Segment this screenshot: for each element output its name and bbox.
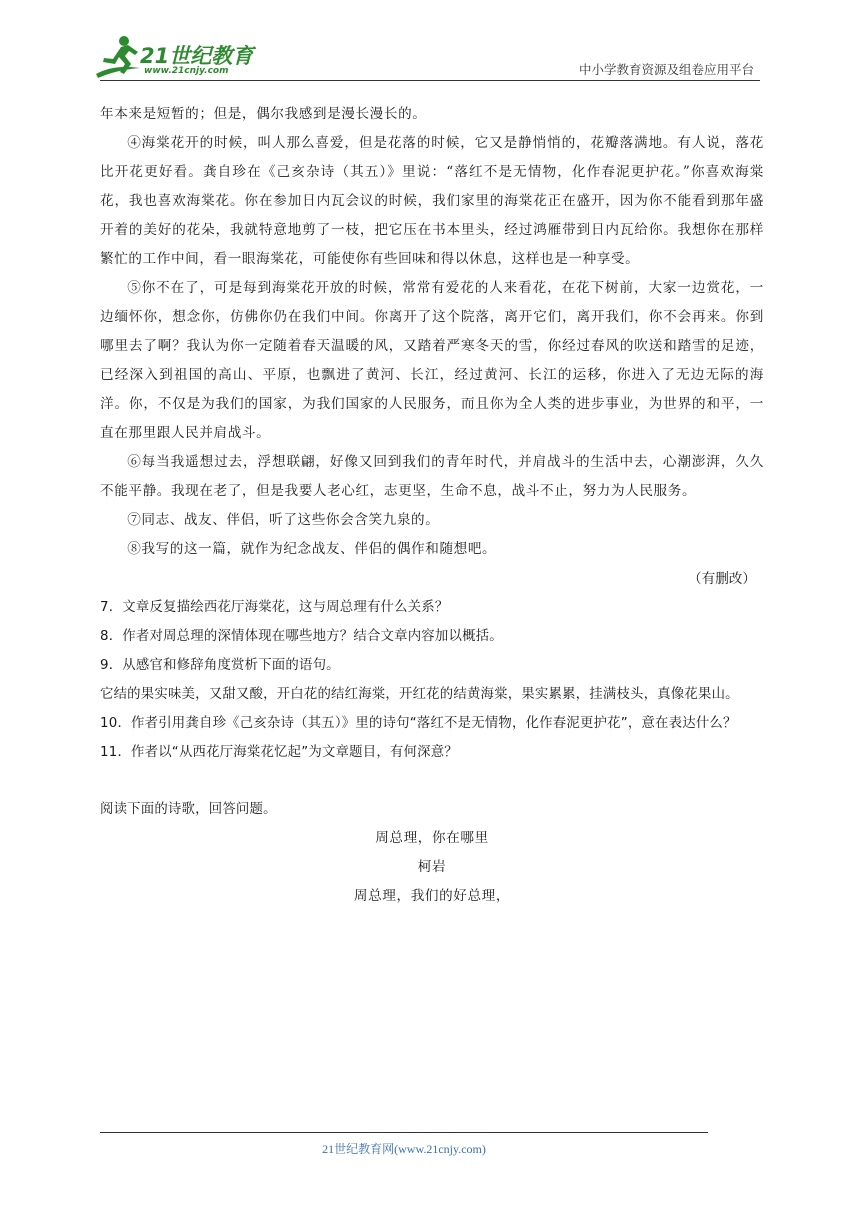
poem-line-1: 周总理，我们的好总理， bbox=[353, 888, 511, 904]
paragraph-5: ⑤你不在了，可是每到海棠花开放的时候，常常有爱花的人来看花，在花下树前，大家一边赏花，一边缅怀你，想念你，仿佛你仍在我们中间。你离开了这个院落，离开它们，离开我们，你不会再来。你到哪里去了啊？我认为你一定随着春天温暖的风，又踏着严寒冬天的雪，你经过春风的吹送和踏雪的足迹，已经深入到祖国的高山、平原，也飘进了黄河、长江，经过黄河、长江的运移，你进入了无边无际的海洋。你，不仅是为我们的国家，为我们国家的人民服务，而且你为全人类的进步事业，为世界的和平，一直在那里跟人民并肩战斗。 bbox=[100, 280, 764, 441]
paragraph-8: ⑧我写的这一篇，就作为纪念战友、伴侣的偶作和随想吧。 bbox=[127, 541, 497, 557]
header-divider bbox=[100, 80, 760, 81]
question-11: 11．作者以“从西花厅海棠花忆起”为文章题目，有何深意？ bbox=[100, 745, 458, 760]
runner-icon bbox=[94, 34, 142, 80]
logo-url: www.21cnjy.com bbox=[144, 66, 229, 76]
question-7: 7．文章反复描绘西花厅海棠花，这与周总理有什么关系？ bbox=[100, 600, 449, 615]
site-logo[interactable] bbox=[94, 34, 269, 84]
question-9: 9．从感官和修辞角度赏析下面的语句。 bbox=[100, 658, 340, 673]
question-10: 10．作者引用龚自珍《己亥杂诗（其五）》里的诗句“落红不是无情物，化作春泥更护花”，意在表达什么？ bbox=[100, 716, 737, 731]
question-8: 8．作者对周总理的深情体现在哪些地方？结合文章内容加以概括。 bbox=[100, 629, 503, 644]
footer-divider bbox=[100, 1132, 708, 1133]
paragraph-7: ⑦同志、战友、伴侣，听了这些你会含笑九泉的。 bbox=[127, 512, 440, 528]
section-gap bbox=[100, 767, 764, 795]
platform-title: 中小学教育资源及组卷应用平台 bbox=[578, 62, 754, 77]
paragraph-6: ⑥每当我遥想过去，浮想联翩，好像又回到我们的青年时代，并肩战斗的生活中去，心潮澎湃，久久不能平静。我现在老了，但是我要人老心红，志更坚，生命不息，战斗不止，努力为人民服务。 bbox=[100, 454, 764, 499]
poem-title: 周总理，你在哪里 bbox=[375, 830, 489, 846]
footer-link[interactable]: 21世纪教育网(www.21cnjy.com) bbox=[322, 1142, 486, 1156]
page-header bbox=[0, 0, 860, 90]
paragraph-continued: 年本来是短暂的；但是，偶尔我感到是漫长漫长的。 bbox=[100, 106, 427, 122]
document-body bbox=[100, 100, 764, 911]
logo-text: 21世纪教育 bbox=[140, 44, 254, 68]
question-9-quote: 它结的果实味美，又甜又酸，开白花的结红海棠，开红花的结黄海棠，果实累累，挂满枝头，真像花果山。 bbox=[100, 687, 739, 702]
poem-instruction: 阅读下面的诗歌，回答问题。 bbox=[100, 802, 277, 817]
source-note: （有删改） bbox=[688, 571, 756, 586]
paragraph-4: ④海棠花开的时候，叫人那么喜爱，但是花落的时候，它又是静悄悄的，花瓣落满地。有人说，落花比开花更好看。龚自珍在《己亥杂诗（其五）》里说：“落红不是无情物，化作春泥更护花。”你喜欢海棠花，我也喜欢海棠花。你在参加日内瓦会议的时候，我们家里的海棠花正在盛开，因为你不能看到那年盛开着的美好的花朵，我就特意地剪了一枝，把它压在书本里头，经过鸿雁带到日内瓦给你。我想你在那样繁忙的工作中间，看一眼海棠花，可能使你有些回味和得以休息，这样也是一种享受。 bbox=[100, 135, 764, 267]
poem-author: 柯岩 bbox=[417, 859, 447, 875]
